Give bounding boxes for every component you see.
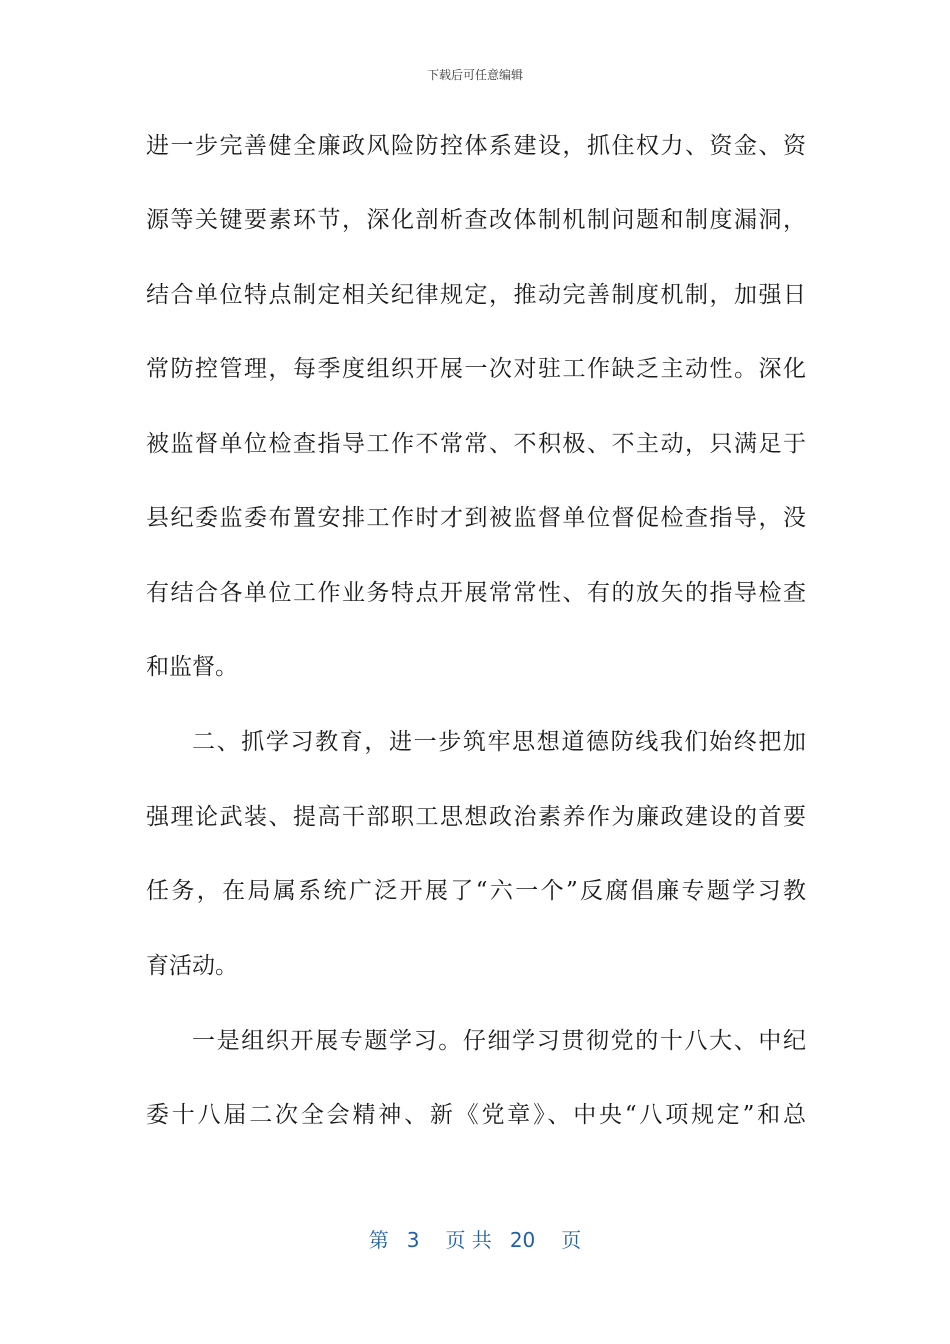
body-line: 进一步完善健全廉政风险防控体系建设，抓住权力、资金、资	[146, 133, 806, 159]
body-line: 和监督。	[146, 654, 238, 680]
page-header: 下载后可任意编辑	[426, 68, 523, 82]
footer-middle: 页 共	[445, 1228, 492, 1252]
paragraph-first-line: 二、抓学习教育，进一步筑牢思想道德防线我们始终把加	[192, 729, 806, 755]
paragraph-first-line: 一是组织开展专题学习。仔细学习贯彻党的十八大、中纪	[192, 1028, 806, 1054]
page-footer	[0, 1224, 950, 1253]
body-line: 源等关键要素环节，深化剖析查改体制机制问题和制度漏洞，	[146, 207, 806, 233]
footer-suffix: 页	[561, 1228, 582, 1252]
body-line: 结合单位特点制定相关纪律规定，推动完善制度机制，加强日	[146, 282, 806, 308]
footer-total-pages: 20	[509, 1228, 536, 1252]
body-line: 委十八届二次全会精神、新《党章》、中央“八项规定”和总	[146, 1102, 806, 1128]
body-line: 被监督单位检查指导工作不常常、不积极、不主动，只满足于	[146, 431, 806, 457]
body-line: 任务，在局属系统广泛开展了“六一个”反腐倡廉专题学习教	[146, 878, 806, 904]
body-line: 育活动。	[146, 953, 238, 979]
footer-page-number: 3	[406, 1228, 420, 1252]
body-line: 有结合各单位工作业务特点开展常常性、有的放矢的指导检查	[146, 580, 806, 606]
body-line: 县纪委监委布置安排工作时才到被监督单位督促检查指导，没	[146, 505, 806, 531]
footer-prefix: 第	[368, 1228, 389, 1252]
body-line: 常防控管理，每季度组织开展一次对驻工作缺乏主动性。深化	[146, 356, 806, 382]
body-line: 强理论武装、提高干部职工思想政治素养作为廉政建设的首要	[146, 804, 806, 830]
